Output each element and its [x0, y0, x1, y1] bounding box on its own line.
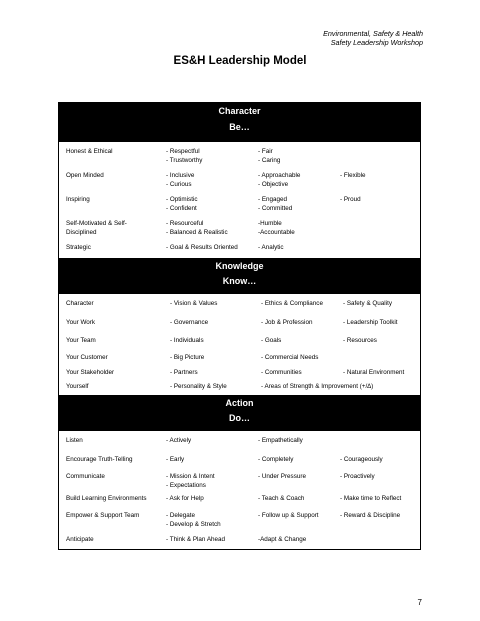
row-item: - Leadership Toolkit: [343, 319, 398, 326]
page-title: ES&H Leadership Model: [173, 55, 307, 67]
header-line-1: Environmental, Safety & Health: [323, 29, 423, 38]
row-item: -Adapt & Change: [258, 536, 307, 543]
row-item: - Personality & Style: [170, 383, 227, 390]
row-item: - Resourceful - Balanced & Realistic: [166, 220, 228, 236]
section-title: Knowledge: [215, 261, 264, 271]
row-item: - Courageously: [340, 456, 383, 463]
section-subtitle: Be…: [229, 122, 250, 132]
row-item: - Early: [166, 456, 185, 463]
row-item: - Think & Plan Ahead: [166, 536, 226, 543]
row-item: - Reward & Discipline: [340, 512, 401, 519]
row-item: - Areas of Strength & Improvement (+/∆): [261, 383, 374, 390]
row-item: - Teach & Coach: [258, 495, 305, 502]
section-header-knowledge: [58, 258, 421, 294]
row-item: - Ethics & Compliance: [261, 300, 323, 307]
row-label: Strategic: [66, 244, 91, 251]
row-label: Communicate: [66, 473, 105, 480]
row-item: - Goals: [261, 337, 282, 344]
row-label: Character: [66, 300, 94, 307]
row-item: - Engaged - Committed: [258, 196, 293, 212]
row-label: Anticipate: [66, 536, 94, 543]
row-item: - Resources: [343, 337, 377, 344]
row-label: Empower & Support Team: [66, 512, 140, 519]
row-label: Encourage Truth-Telling: [66, 456, 133, 463]
row-item: - Follow up & Support: [258, 512, 319, 519]
row-item: - Under Pressure: [258, 473, 306, 480]
row-item: - Empathetically: [258, 437, 303, 444]
header-line-2: Safety Leadership Workshop: [330, 38, 423, 47]
row-item: - Big Picture: [170, 354, 205, 361]
row-label: Self-Motivated & Self- Disciplined: [66, 220, 127, 236]
row-label: Your Stakeholder: [66, 369, 115, 376]
row-item: - Communities: [261, 369, 302, 376]
row-item: - Approachable - Objective: [258, 172, 301, 188]
section-subtitle: Know…: [222, 276, 257, 286]
row-label: Your Customer: [66, 354, 108, 361]
section-header-action: [58, 395, 421, 431]
row-item: - Individuals: [170, 337, 204, 344]
section-header-character: [58, 102, 421, 142]
row-label: Your Team: [66, 337, 96, 344]
row-item: - Proactively: [340, 473, 375, 480]
row-item: - Delegate - Develop & Stretch: [166, 512, 221, 528]
row-label: Inspiring: [66, 196, 90, 203]
row-item: - Proud: [340, 196, 361, 203]
row-item: - Mission & Intent - Expectations: [166, 473, 215, 489]
row-item: - Safety & Quality: [343, 300, 392, 307]
section-subtitle: Do…: [229, 413, 250, 423]
row-item: - Completely: [258, 456, 294, 463]
row-item: - Commercial Needs: [261, 354, 319, 361]
row-label: Yourself: [66, 383, 89, 390]
row-item: - Actively: [166, 437, 192, 444]
row-item: - Inclusive - Curious: [166, 172, 195, 188]
row-item: - Respectful - Trustworthy: [166, 148, 203, 164]
running-header: [323, 29, 423, 47]
row-item: - Flexible: [340, 172, 366, 179]
row-item: - Natural Environment: [343, 369, 405, 376]
row-item: - Governance: [170, 319, 209, 326]
section-title: Action: [225, 398, 254, 408]
row-item: - Fair - Caring: [258, 148, 281, 164]
row-item: - Job & Profession: [261, 319, 313, 326]
row-item: - Partners: [170, 369, 198, 376]
row-item: - Make time to Reflect: [340, 495, 402, 502]
row-item: -Humble -Accountable: [258, 220, 295, 236]
row-item: - Ask for Help: [166, 495, 204, 502]
row-item: - Analytic: [258, 244, 284, 251]
row-item: - Vision & Values: [170, 300, 218, 307]
row-item: - Optimistic - Confident: [166, 196, 198, 212]
row-label: Honest & Ethical: [66, 148, 113, 155]
row-label: Your Work: [66, 319, 96, 326]
section-title: Character: [218, 106, 261, 116]
row-item: - Goal & Results Oriented: [166, 244, 238, 251]
row-label: Listen: [66, 437, 83, 444]
row-label: Open Minded: [66, 172, 104, 179]
page-number: 7: [417, 598, 422, 607]
row-label: Build Learning Environments: [66, 495, 147, 502]
